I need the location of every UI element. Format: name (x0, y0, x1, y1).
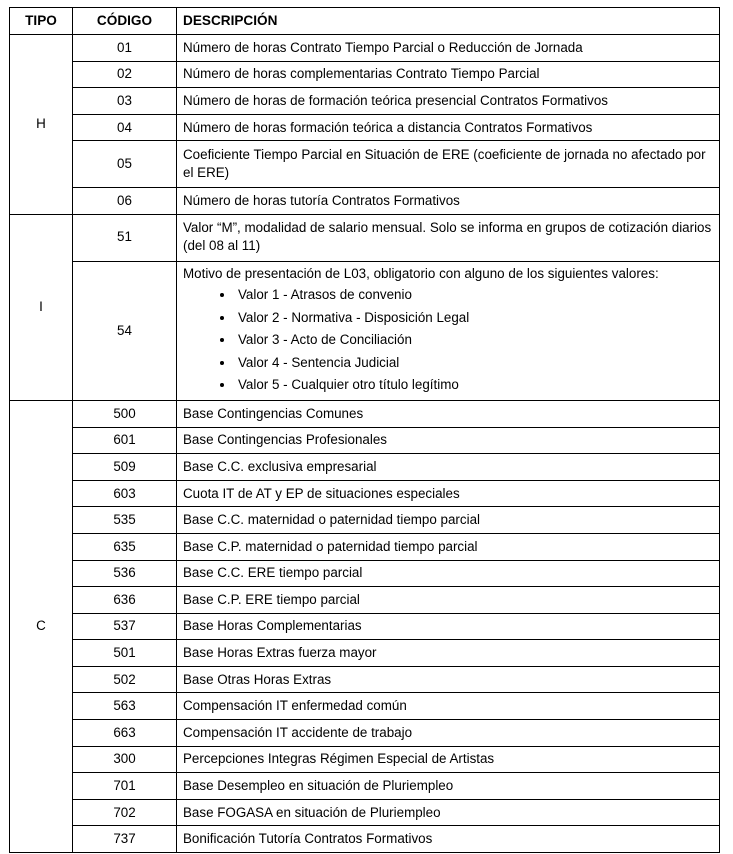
table-row (10, 613, 720, 640)
table-row (10, 141, 720, 188)
table-row (10, 826, 720, 853)
codigo-cell: 663 (73, 720, 177, 747)
header-tipo: TIPO (10, 8, 73, 35)
table-row (10, 400, 720, 427)
descripcion-cell: Número de horas de formación teórica presencial Contratos Formativos (177, 88, 720, 115)
descripcion-cell: Base Otras Horas Extras (177, 666, 720, 693)
codigo-cell: 509 (73, 454, 177, 481)
table-row (10, 746, 720, 773)
descripcion-cell: Base Contingencias Profesionales (177, 427, 720, 454)
codigo-cell: 737 (73, 826, 177, 853)
codigo-cell: 701 (73, 773, 177, 800)
codigo-cell: 702 (73, 799, 177, 826)
descripcion-cell: Coeficiente Tiempo Parcial en Situación de ERE (coeficiente de jornada no afectado por el ERE) (177, 141, 720, 188)
table-row (10, 773, 720, 800)
tipo-cell-c: C (10, 400, 73, 852)
table-row (10, 188, 720, 215)
table-row (10, 533, 720, 560)
list-item: • Valor 1 - Atrasos de convenio (235, 284, 713, 307)
tipo-cell-h: H (10, 35, 73, 215)
descripcion-cell: Base C.C. exclusiva empresarial (177, 454, 720, 481)
descripcion-cell: Compensación IT accidente de trabajo (177, 720, 720, 747)
codes-table (9, 7, 720, 853)
table-row (10, 560, 720, 587)
header-descripcion: DESCRIPCIÓN (177, 8, 720, 35)
codigo-cell: 02 (73, 61, 177, 88)
codigo-cell: 636 (73, 587, 177, 614)
table-row (10, 454, 720, 481)
descripcion-cell: Base Desempleo en situación de Pluriempleo (177, 773, 720, 800)
descripcion-cell: Percepciones Integras Régimen Especial de Artistas (177, 746, 720, 773)
descripcion-cell: Compensación IT enfermedad común (177, 693, 720, 720)
table-row (10, 114, 720, 141)
descripcion-cell: Número de horas complementarias Contrato Tiempo Parcial (177, 61, 720, 88)
codigo-cell: 537 (73, 613, 177, 640)
table-row (10, 35, 720, 62)
descripcion-cell: Base C.P. maternidad o paternidad tiempo parcial (177, 533, 720, 560)
codigo-cell: 536 (73, 560, 177, 587)
table-row (10, 61, 720, 88)
codigo-cell: 04 (73, 114, 177, 141)
tipo-cell-i: I (10, 214, 73, 400)
table-row (10, 666, 720, 693)
descripcion-intro: Motivo de presentación de L03, obligatorio con alguno de los siguientes valores: (183, 265, 659, 281)
table-row (10, 693, 720, 720)
descripcion-cell: Base FOGASA en situación de Pluriempleo (177, 799, 720, 826)
header-codigo: CÓDIGO (73, 8, 177, 35)
codigo-cell: 51 (73, 214, 177, 261)
codigo-cell: 06 (73, 188, 177, 215)
list-item: • Valor 3 - Acto de Conciliación (235, 329, 713, 352)
codigo-cell: 601 (73, 427, 177, 454)
descripcion-cell: Número de horas Contrato Tiempo Parcial o Reducción de Jornada (177, 35, 720, 62)
table-row (10, 640, 720, 667)
table-row (10, 480, 720, 507)
list-item: • Valor 5 - Cualquier otro título legítimo (235, 374, 713, 397)
table-row (10, 261, 720, 400)
table-row (10, 799, 720, 826)
descripcion-cell: Base Horas Complementarias (177, 613, 720, 640)
codigo-cell: 502 (73, 666, 177, 693)
descripcion-cell (177, 261, 720, 400)
header-row (10, 8, 720, 35)
table-row (10, 214, 720, 261)
table-row (10, 427, 720, 454)
descripcion-cell: Base C.P. ERE tiempo parcial (177, 587, 720, 614)
descripcion-cell: Bonificación Tutoría Contratos Formativos (177, 826, 720, 853)
descripcion-cell: Base Contingencias Comunes (177, 400, 720, 427)
codigo-cell: 01 (73, 35, 177, 62)
codigo-cell: 05 (73, 141, 177, 188)
table-row (10, 507, 720, 534)
list-item: • Valor 4 - Sentencia Judicial (235, 352, 713, 375)
codigo-cell: 603 (73, 480, 177, 507)
descripcion-cell: Número de horas formación teórica a distancia Contratos Formativos (177, 114, 720, 141)
codigo-cell: 535 (73, 507, 177, 534)
table-row (10, 587, 720, 614)
codigo-cell: 635 (73, 533, 177, 560)
table-row (10, 88, 720, 115)
descripcion-cell: Base C.C. ERE tiempo parcial (177, 560, 720, 587)
valores-list (183, 284, 713, 397)
codigo-cell: 501 (73, 640, 177, 667)
codigo-cell: 500 (73, 400, 177, 427)
descripcion-cell: Base C.C. maternidad o paternidad tiempo parcial (177, 507, 720, 534)
descripcion-cell: Valor “M”, modalidad de salario mensual. Solo se informa en grupos de cotización diarios (del 08 al 11) (177, 214, 720, 261)
descripcion-cell: Cuota IT de AT y EP de situaciones especiales (177, 480, 720, 507)
codigo-cell: 03 (73, 88, 177, 115)
table-row (10, 720, 720, 747)
codigo-cell: 563 (73, 693, 177, 720)
codigo-cell: 54 (73, 261, 177, 400)
descripcion-cell: Número de horas tutoría Contratos Formativos (177, 188, 720, 215)
codigo-cell: 300 (73, 746, 177, 773)
descripcion-cell: Base Horas Extras fuerza mayor (177, 640, 720, 667)
list-item: • Valor 2 - Normativa - Disposición Legal (235, 307, 713, 330)
